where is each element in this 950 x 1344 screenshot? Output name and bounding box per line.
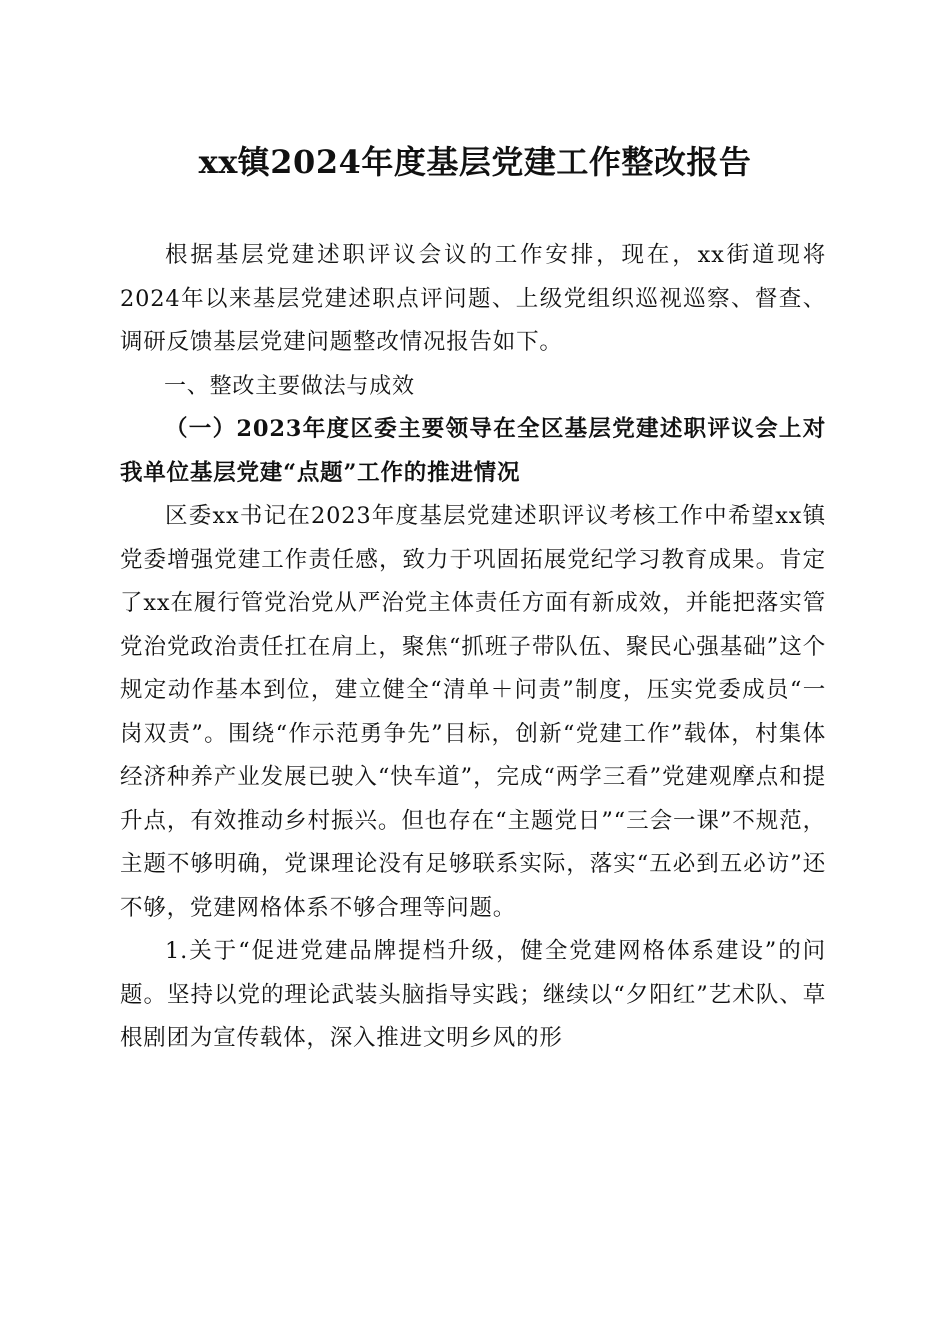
- intro-paragraph: 根据基层党建述职评议会议的工作安排，现在，xx街道现将2024年以来基层党建述职点评问题、上级党组织巡视巡察、督查、调研反馈基层党建问题整改情况报告如下。: [120, 242, 826, 355]
- subsection-heading: （一）2023年度区委主要领导在全区基层党建述职评议会上对我单位基层党建“点题”工作的推进情况: [120, 416, 826, 486]
- document-title: xx镇2024年度基层党建工作整改报告: [198, 143, 752, 181]
- body-paragraph-1: 区委xx书记在2023年度基层党建述职评议考核工作中希望xx镇党委增强党建工作责任感，致力于巩固拓展党纪学习教育成果。肯定了xx在履行管党治党从严治党主体责任方面有新成效，并能把落实管党治党政治责任扛在肩上，聚焦“抓班子带队伍、聚民心强基础”这个规定动作基本到位，建立健全“清单＋问责”制度，压实党委成员“一岗双责”。围绕“作示范勇争先”目标，创新“党建工作”载体，村集体经济种养产业发展已驶入“快车道”，完成“两学三看”党建观摩点和提升点，有效推动乡村振兴。但也存在“主题党日”“三会一课”不规范，主题不够明确，党课理论没有足够联系实际，落实“五必到五必访”还不够，党建网格体系不够合理等问题。: [120, 503, 826, 921]
- body-paragraph-2: 1.关于“促进党建品牌提档升级，健全党建网格体系建设”的问题。坚持以党的理论武装头脑指导实践；继续以“夕阳红”艺术队、草根剧团为宣传载体，深入推进文明乡风的形: [120, 938, 826, 1051]
- section-heading: 一、整改主要做法与成效: [164, 373, 415, 399]
- document-body: [120, 234, 826, 1061]
